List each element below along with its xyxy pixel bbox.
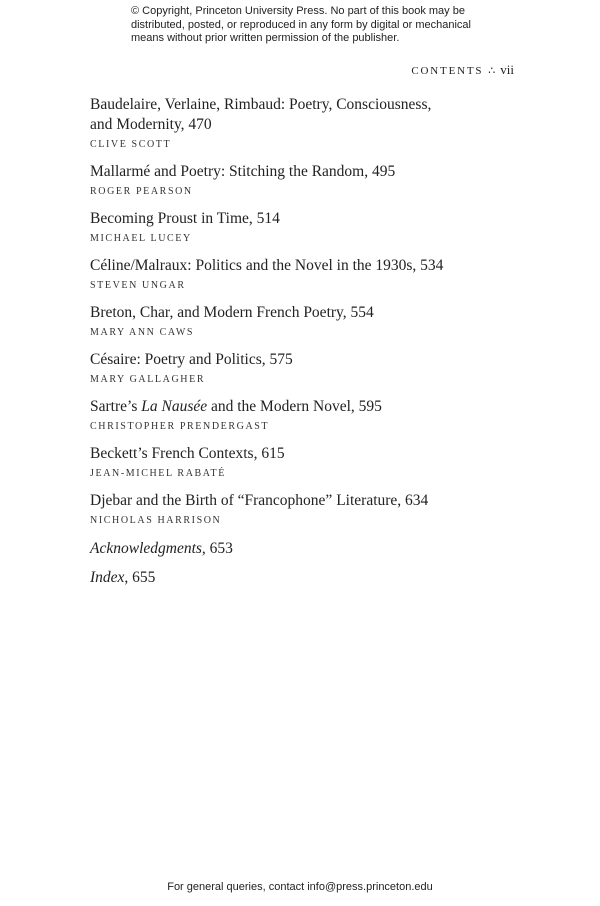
entry-title: Becoming Proust in Time, 514 — [90, 210, 280, 227]
entry-title: Breton, Char, and Modern French Poetry, 554 — [90, 304, 374, 321]
entry-author: NICHOLAS HARRISON — [90, 515, 222, 526]
entry-title: Mallarmé and Poetry: Stitching the Random, 495 — [90, 163, 396, 180]
title-italic: La Nausée — [141, 398, 208, 415]
toc-entry — [90, 95, 530, 153]
back-page: , 653 — [201, 540, 233, 557]
entry-title: Djebar and the Birth of “Francophone” Literature, 634 — [90, 492, 429, 509]
entry-author: MARY ANN CAWS — [90, 327, 195, 338]
toc-entry — [90, 256, 530, 294]
entry-author: STEVEN UNGAR — [90, 280, 186, 291]
title-pre: Sartre’s — [90, 398, 142, 415]
running-head-section: CONTENTS — [411, 65, 484, 77]
back-page: , 655 — [124, 569, 156, 586]
toc-acknowledgments — [90, 539, 530, 559]
entry-author: MARY GALLAGHER — [90, 374, 206, 385]
entry-author: JEAN-MICHEL RABATÉ — [90, 468, 226, 479]
toc-entry — [90, 209, 530, 247]
entry-author: MICHAEL LUCEY — [90, 233, 192, 244]
entry-title: Césaire: Poetry and Politics, 575 — [90, 351, 293, 368]
toc-entry — [90, 303, 530, 341]
toc-entry — [90, 444, 530, 482]
toc-entry — [90, 491, 530, 529]
entry-title: Baudelaire, Verlaine, Rimbaud: Poetry, Consciousness, — [90, 96, 432, 113]
ornament-icon: ∴ — [488, 65, 496, 77]
back-label: Index — [90, 569, 125, 586]
entry-title: Céline/Malraux: Politics and the Novel in the 1930s, 534 — [90, 257, 444, 274]
toc-entry — [90, 350, 530, 388]
title-post: and the Modern Novel, 595 — [207, 398, 382, 415]
toc-index — [90, 568, 530, 588]
page-number: vii — [500, 62, 514, 77]
entry-title-continued: and Modernity, 470 — [90, 116, 212, 133]
entry-author: CHRISTOPHER PRENDERGAST — [90, 421, 270, 432]
entry-title: Beckett’s French Contexts, 615 — [90, 445, 285, 462]
running-head — [411, 62, 514, 78]
back-label: Acknowledgments — [90, 540, 202, 557]
copyright-notice: © Copyright, Princeton University Press. No part of this book may be distributed, posted, or reproduced in any form by digital or mechanical means without prior written permission of the publisher. — [131, 5, 471, 44]
entry-author: CLIVE SCOTT — [90, 139, 172, 150]
table-of-contents — [90, 95, 530, 588]
footer-contact: For general queries, contact info@press.princeton.edu — [167, 881, 433, 893]
entry-title — [90, 397, 530, 417]
toc-entry — [90, 397, 530, 435]
entry-author: ROGER PEARSON — [90, 186, 193, 197]
toc-entry — [90, 162, 530, 200]
